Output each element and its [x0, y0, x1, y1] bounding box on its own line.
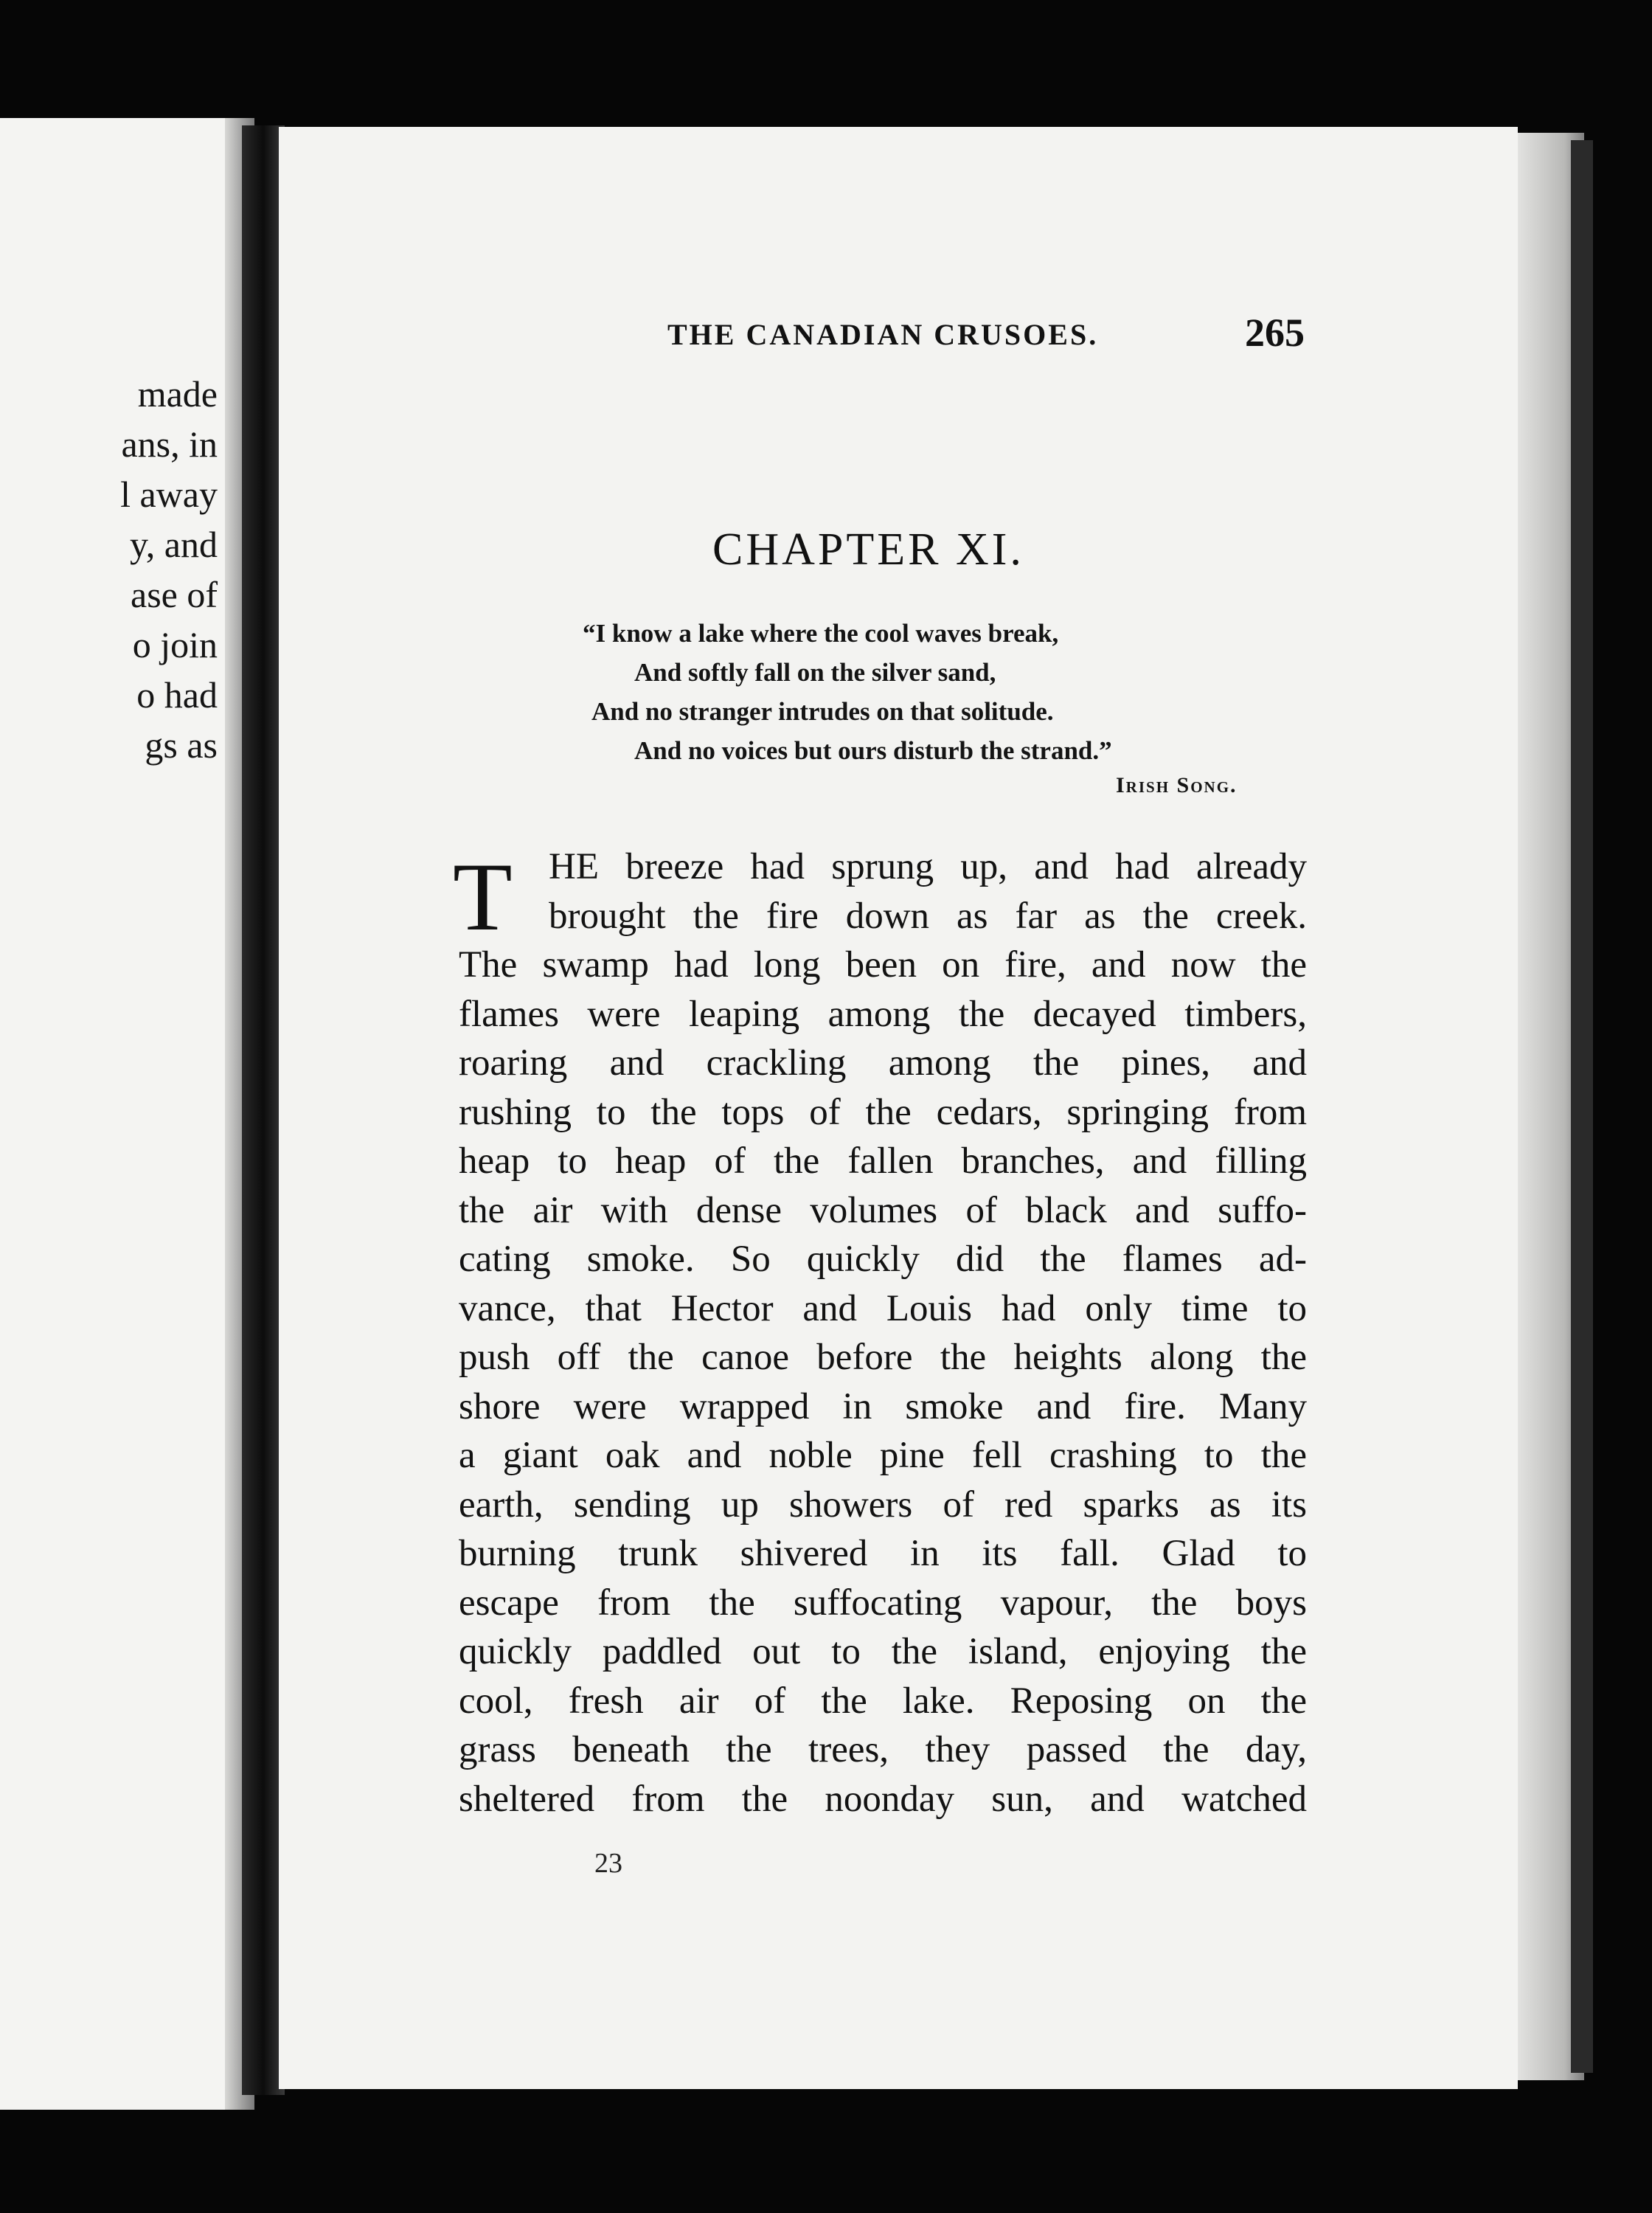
body-line: the air with dense volumes of black and suffo-	[459, 1189, 1307, 1231]
body-line: heap to heap of the fallen branches, and filling	[459, 1140, 1307, 1182]
body-line: cool, fresh air of the lake. Reposing on the	[459, 1680, 1307, 1722]
left-line: ase of	[131, 574, 218, 615]
running-head: THE CANADIAN CRUSOES.	[667, 318, 1099, 351]
signature-mark: 23	[594, 1848, 622, 1879]
left-page-text	[120, 369, 218, 770]
left-page	[0, 118, 243, 2110]
body-line: roaring and crackling among the pines, and	[459, 1042, 1307, 1084]
epigraph	[583, 614, 1112, 770]
epigraph-line: And no voices but ours disturb the strand.”	[634, 736, 1112, 765]
page-number: 265	[1245, 311, 1305, 355]
drop-cap: T	[453, 842, 513, 951]
body-line: The swamp had long been on fire, and now the	[459, 944, 1307, 986]
body-line: a giant oak and noble pine fell crashing to the	[459, 1435, 1307, 1476]
chapter-body	[453, 842, 1307, 1824]
body-line: push off the canoe before the heights along the	[459, 1337, 1307, 1378]
body-line: grass beneath the trees, they passed the day,	[459, 1729, 1307, 1770]
body-line: burning trunk shivered in its fall. Glad to	[459, 1533, 1307, 1574]
left-line: l away	[120, 474, 218, 515]
body-line: cating smoke. So quickly did the flames ad-	[459, 1239, 1307, 1280]
body-line: rushing to the tops of the cedars, springing from	[459, 1091, 1307, 1133]
epigraph-source: Irish Song.	[1116, 773, 1238, 797]
cover-edge	[1571, 140, 1593, 2073]
left-line: made	[137, 373, 218, 415]
epigraph-line: And no stranger intrudes on that solitude.	[591, 697, 1054, 726]
left-line: o had	[136, 674, 218, 716]
left-line: gs as	[145, 724, 218, 766]
body-line: vance, that Hector and Louis had only time to	[459, 1287, 1307, 1329]
body-line: shore were wrapped in smoke and fire. Many	[459, 1385, 1307, 1427]
epigraph-line: “I know a lake where the cool waves break,	[583, 619, 1059, 648]
epigraph-line: And softly fall on the silver sand,	[634, 658, 996, 687]
body-line: brought the fire down as far as the creek.	[549, 895, 1307, 937]
chapter-title: CHAPTER XI.	[712, 524, 1024, 575]
body-line: sheltered from the noonday sun, and watched	[459, 1778, 1307, 1820]
left-line: ans, in	[121, 423, 218, 465]
left-line: y, and	[130, 524, 218, 565]
left-line: o join	[132, 624, 218, 665]
body-line: HE breeze had sprung up, and had already	[549, 846, 1307, 887]
body-line: quickly paddled out to the island, enjoying the	[459, 1631, 1307, 1672]
body-line: flames were leaping among the decayed timbers,	[459, 993, 1307, 1035]
body-line: escape from the suffocating vapour, the boys	[459, 1582, 1307, 1624]
body-line: earth, sending up showers of red sparks as its	[459, 1483, 1307, 1525]
